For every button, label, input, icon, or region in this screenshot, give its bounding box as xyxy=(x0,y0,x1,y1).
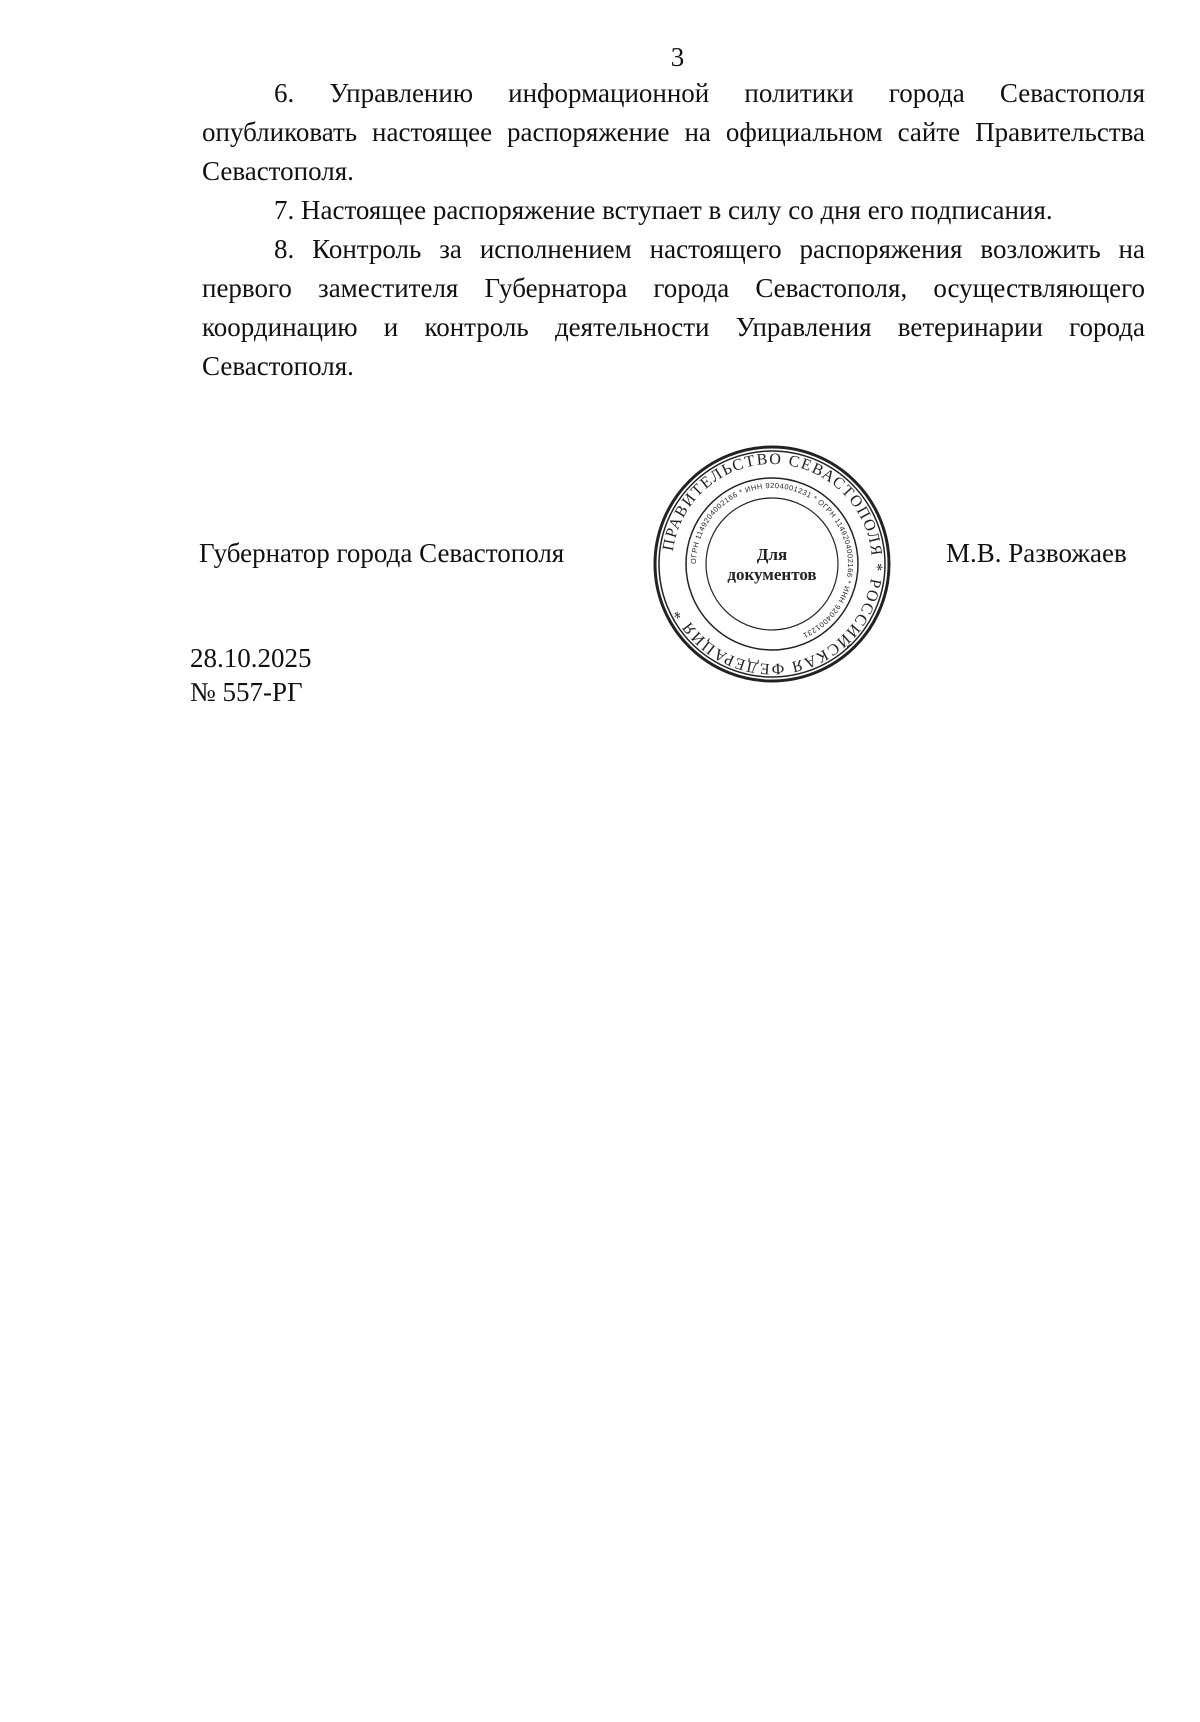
document-details xyxy=(190,641,312,709)
seal-inner-text: ОГРН 1149204002166 * ИНН 9204001231 * ОГРН 1149204002166 * ИНН 9204001231 xyxy=(688,480,856,641)
paragraph-7: 7. Настоящее распоряжение вступает в силу со дня его подписания. xyxy=(274,195,1053,225)
paragraph-8: 8. Контроль за исполнением настоящего распоряжения возложить на первого заместителя Губернатора города Севастополя, осуществляющего координацию и контроль деятельности Управления ветеринарии города Севастополя. xyxy=(202,234,1145,381)
seal-graphic xyxy=(651,443,893,685)
seal-center-line2: документов xyxy=(727,565,817,584)
official-seal xyxy=(651,443,893,685)
page-number: 3 xyxy=(670,42,685,72)
seal-outer-text: ПРАВИТЕЛЬСТВО СЕВАСТОПОЛЯ * РОССИЙСКАЯ ФЕДЕРАЦИЯ * xyxy=(659,450,886,678)
signatory-role: Губернатор города Севастополя xyxy=(199,538,565,568)
document-date: 28.10.2025 xyxy=(190,643,312,673)
signature-block xyxy=(0,533,1200,573)
document-number: № 557-РГ xyxy=(190,677,303,707)
seal-center-line1: Для xyxy=(756,545,788,564)
document-body xyxy=(202,74,1145,386)
paragraph-6: 6. Управлению информационной политики города Севастополя опубликовать настоящее распоряжение на официальном сайте Правительства Севастополя. xyxy=(202,78,1145,186)
signatory-name: М.В. Развожаев xyxy=(946,538,1127,568)
